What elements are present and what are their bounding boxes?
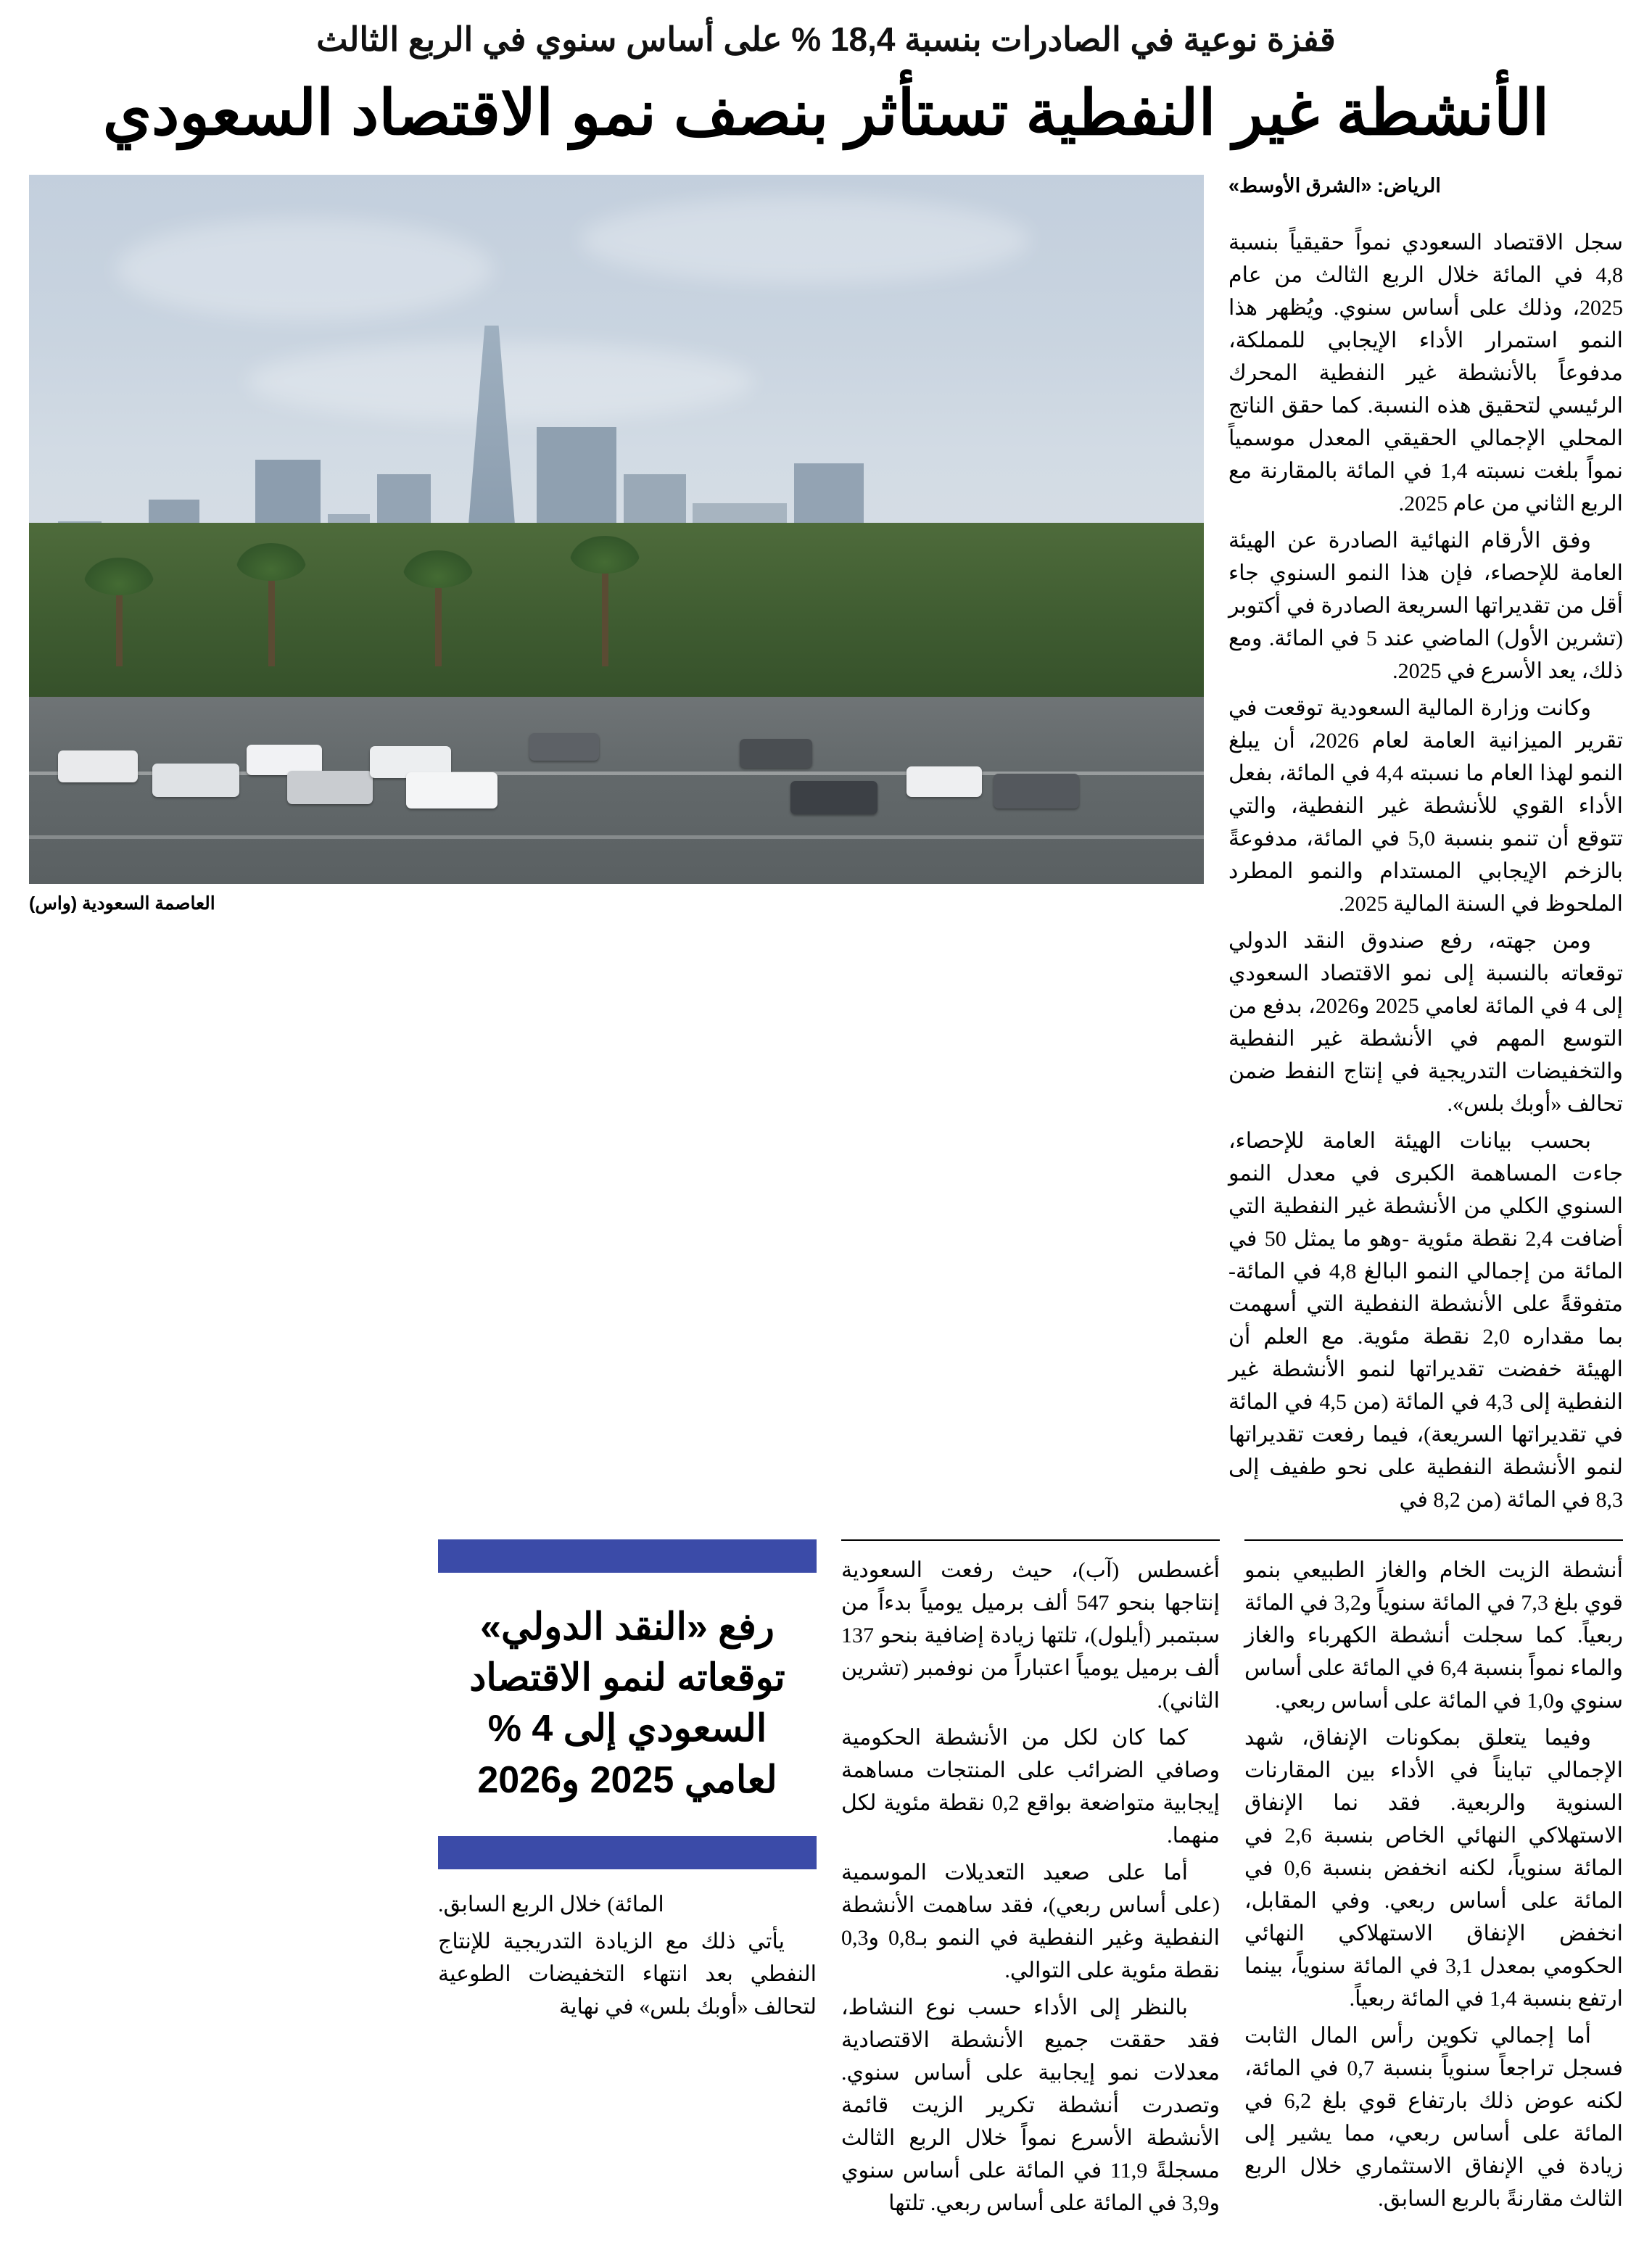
car [529,733,599,761]
lead-body [1228,226,1623,1516]
riyadh-skyline-photo [29,175,1204,884]
car [994,774,1079,808]
palm-crown [84,558,154,595]
palm-crown [570,536,640,574]
palm-tree [602,558,608,666]
pull-quote-bar-bottom [438,1836,817,1869]
paragraph: يأتي ذلك مع الزيادة التدريجية للإنتاج النفطي بعد انتهاء التخفيضات الطوعية لتحالف «أوبك بلس» في نهاية [438,1929,817,2019]
pull-quote-bar-top [438,1539,817,1573]
pull-quote-text: رفع «النقد الدولي» توقعاته لنمو الاقتصاد السعودي إلى 4 % لعامي 2025 و2026 [469,1605,785,1801]
palm-crown [236,543,306,581]
car [58,750,138,782]
lane-marking [29,835,1204,839]
column-center-right [841,1539,1220,2224]
cloud [116,218,493,320]
page-title: الأنشطة غير النفطية تستأثر بنصف نمو الاقتصاد السعودي [102,78,1550,148]
paragraph: ومن جهته، رفع صندوق النقد الدولي توقعاته بالنسبة إلى نمو الاقتصاد السعودي إلى 4 في المائة لعامي 2025 و2026، بدفع من التوسع المهم في الأنشطة غير النفطية والتخفيضات التدريجية في إنتاج النفط ضمن تحالف «أوبك بلس». [1228,928,1623,1116]
paragraph: سجل الاقتصاد السعودي نمواً حقيقياً بنسبة 4,8 في المائة خلال الربع الثالث من عام 2025، وذلك على أساس سنوي. ويُظهر هذا النمو استمرار الأداء الإيجابي للمملكة، مدفوعاً بالأنشطة غير النفطية المحرك الرئيسي لتحقيق هذه النسبة. كما حقق الناتج المحلي الإجمالي الحقيقي المعدل موسمياً نمواً بلغت نسبته 1,4 في المائة بالمقارنة مع الربع الثاني من عام 2025. [1228,230,1623,516]
article-kicker: قفزة نوعية في الصادرات بنسبة 18,4 % على أساس سنوي في الربع الثالث [316,20,1336,58]
car [406,772,497,808]
column-rule [1244,1539,1623,1541]
paragraph: أنشطة الزيت الخام والغاز الطبيعي بنمو قوي بلغ 7,3 في المائة سنوياً و3,2 في المائة ربعياً. كما سجلت أنشطة الكهرباء والغاز والماء نمواً بنسبة 6,4 في المائة على أساس سنوي و1,0 في المائة على أساس ربعي. [1244,1558,1623,1713]
lead-column [1228,175,1623,1521]
photo-caption: العاصمة السعودية (واس) [29,893,215,914]
cloud [580,197,1030,284]
column-far-right [1244,1539,1623,2220]
newspaper-page [0,19,1652,2215]
pull-quote-continuation [438,1888,817,2023]
car [152,764,239,797]
car [790,781,877,814]
column-rule [841,1539,1220,1541]
upper-section [29,175,1623,1521]
pull-quote-column [438,1539,817,2027]
palm-crown [403,550,473,588]
photo-block [29,175,1204,914]
car [740,739,812,768]
car [906,766,982,797]
paragraph: أما على صعيد التعديلات الموسمية (على أساس ربعي)، فقد ساهمت الأنشطة النفطية وغير النفطية في النمو بـ0,8 و0,3 نقطة مئوية على التوالي. [841,1860,1220,1982]
lower-columns [29,1539,1623,2250]
paragraph: وفيما يتعلق بمكونات الإنفاق، شهد الإجمالي تبايناً في الأداء بين المقارنات السنوية والربعية. فقد نما الإنفاق الاستهلاكي النهائي الخاص بنسبة 2,6 في المائة سنوياً، لكنه انخفض بنسبة 0,6 في المائة على أساس ربعي. وفي المقابل، انخفض الإنفاق الاستهلاكي النهائي الحكومي بمعدل 3,1 في المائة سنوياً، بينما ارتفع بنسبة 1,4 في المائة ربعياً. [1244,1725,1623,2011]
paragraph: أغسطس (آب)، حيث رفعت السعودية إنتاجها بنحو 547 ألف برميل يومياً بدءاً من سبتمبر (أيلول)، تلتها زيادة إضافية بنحو 137 ألف برميل يومياً اعتباراً من نوفمبر (تشرين الثاني). [841,1558,1220,1713]
car [287,771,373,804]
paragraph: وفق الأرقام النهائية الصادرة عن الهيئة العامة للإحصاء، فإن هذا النمو السنوي جاء أقل من تقديراتها السريعة الصادرة في أكتوبر (تشرين الأول) الماضي عند 5 في المائة. ومع ذلك، يعد الأسرع في 2025. [1228,528,1624,683]
byline: الرياض: «الشرق الأوسط» [1228,174,1441,197]
paragraph: المائة) خلال الربع السابق. [438,1892,664,1916]
paragraph: أما إجمالي تكوين رأس المال الثابت فسجل تراجعاً سنوياً بنسبة 0,7 في المائة، لكنه عوض ذلك بارتفاع قوي بلغ 6,2 في المائة على أساس ربعي، مما يشير إلى زيادة في الإنفاق الاستثماري خلال الربع الثالث مقارنةً بالربع السابق. [1244,2023,1623,2211]
paragraph: وكانت وزارة المالية السعودية توقعت في تقرير الميزانية العامة لعام 2026، أن يبلغ النمو لهذا العام ما نسبته 4,4 في المائة، بفعل الأداء القوي للأنشطة غير النفطية، والتي تتوقع أن تنمو بنسبة 5,0 في المائة، مدفوعةً بالزخم الإيجابي المستدام والنمو المطرد الملحوظ في السنة المالية 2025. [1228,695,1623,916]
paragraph: بالنظر إلى الأداء حسب نوع النشاط، فقد حققت جميع الأنشطة الاقتصادية معدلات نمو إيجابية على أساس سنوي. وتصدرت أنشطة تكرير الزيت قائمة الأنشطة الأسرع نمواً خلال الربع الثالث مسجلةً 11,9 في المائة على أساس سنوي و3,9 في المائة على أساس ربعي. تلتها [841,1995,1220,2215]
paragraph: كما كان لكل من الأنشطة الحكومية وصافي الضرائب على المنتجات مساهمة إيجابية متواضعة بواقع 0,2 نقطة مئوية لكل منهما. [841,1725,1221,1848]
paragraph: بحسب بيانات الهيئة العامة للإحصاء، جاءت المساهمة الكبرى في معدل النمو السنوي الكلي من الأنشطة غير النفطية التي أضافت 2,4 نقطة مئوية -وهو ما يمثل 50 في المائة من إجمالي النمو البالغ 4,8 في المائة- متفوقةً على الأنشطة النفطية التي أسهمت بما مقداره 2,0 نقطة مئوية. مع العلم أن الهيئة خفضت تقديراتها لنمو الأنشطة غير النفطية إلى 4,3 في المائة (من 4,5 في المائة في تقديراتها السريعة)، فيما رفعت تقديراتها لنمو الأنشطة النفطية على نحو طفيف إلى 8,3 في المائة (من 8,2 في [1228,1128,1624,1512]
